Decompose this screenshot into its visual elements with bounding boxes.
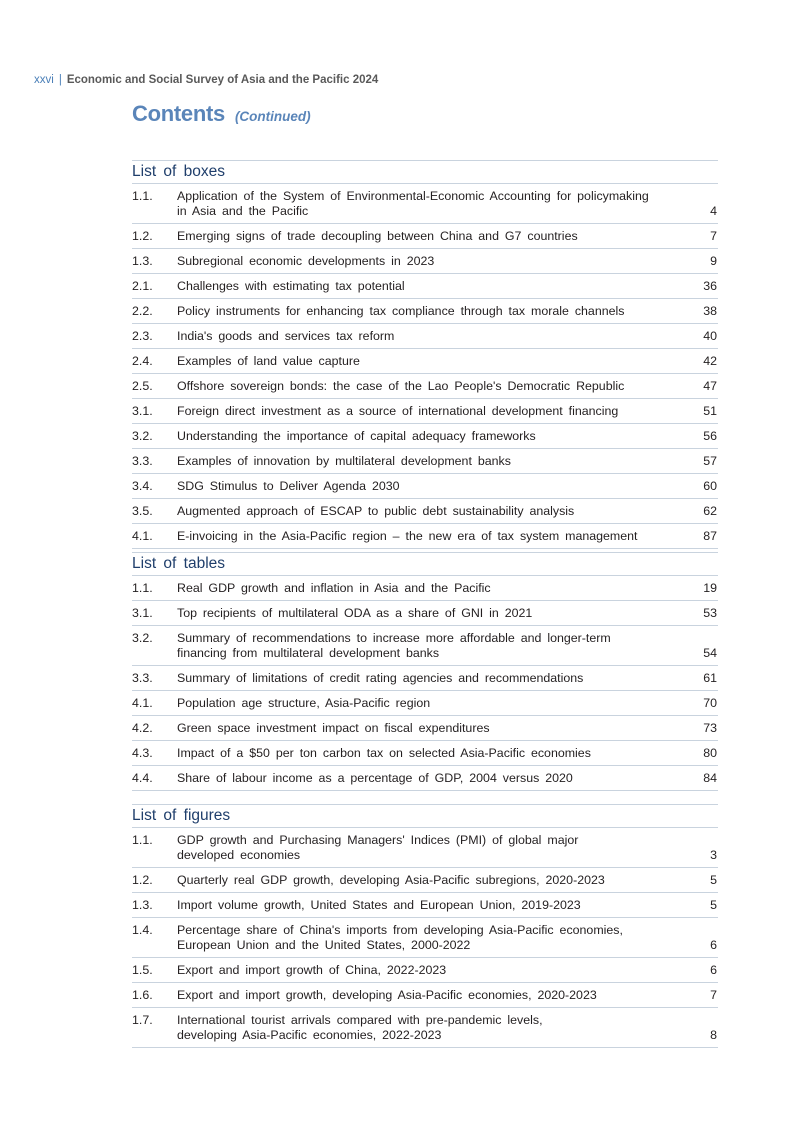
entry-title	[177, 304, 678, 319]
entry-page-number: 42	[703, 354, 717, 368]
toc-entry[interactable]	[132, 424, 718, 449]
entry-title	[177, 379, 678, 394]
entry-title	[177, 254, 678, 269]
entry-title	[177, 454, 678, 469]
entry-page-number: 7	[710, 988, 717, 1002]
entry-title-line: Green space investment impact on fiscal expenditures	[177, 721, 490, 735]
entry-title	[177, 771, 678, 786]
entry-number: 2.3.	[132, 329, 153, 343]
toc-entry[interactable]	[132, 666, 718, 691]
toc-entry[interactable]	[132, 249, 718, 274]
entry-title	[177, 1013, 678, 1043]
toc-entry[interactable]	[132, 349, 718, 374]
page-number: xxvi	[34, 74, 54, 86]
entry-number: 1.6.	[132, 988, 153, 1002]
entry-number: 4.3.	[132, 746, 153, 760]
entry-number: 1.5.	[132, 963, 153, 977]
entry-number: 2.1.	[132, 279, 153, 293]
entry-title-line: Examples of land value capture	[177, 354, 360, 368]
entry-title	[177, 721, 678, 736]
entry-title-line: Top recipients of multilateral ODA as a share of GNI in 2021	[177, 606, 533, 620]
entry-number: 3.4.	[132, 479, 153, 493]
entry-page-number: 87	[703, 529, 717, 543]
toc-entry[interactable]	[132, 499, 718, 524]
entry-page-number: 73	[703, 721, 717, 735]
entry-title-line: Real GDP growth and inflation in Asia and the Pacific	[177, 581, 491, 595]
entry-number: 3.3.	[132, 671, 153, 685]
entry-title	[177, 479, 678, 494]
list-of-figures	[132, 804, 718, 1048]
list-of-tables	[132, 552, 718, 791]
entry-title-line: International tourist arrivals compared with pre-pandemic levels,	[177, 1013, 543, 1027]
entry-title-line: Quarterly real GDP growth, developing Asia-Pacific subregions, 2020-2023	[177, 873, 605, 887]
section-heading: List of figures	[132, 804, 718, 828]
entry-title	[177, 873, 678, 888]
entry-title	[177, 529, 678, 544]
entry-title	[177, 404, 678, 419]
section-heading: List of boxes	[132, 160, 718, 184]
entry-title	[177, 504, 678, 519]
entry-page-number: 7	[710, 229, 717, 243]
entry-page-number: 53	[703, 606, 717, 620]
entry-page-number: 6	[710, 963, 717, 977]
toc-entry[interactable]	[132, 893, 718, 918]
entry-title-line: Subregional economic developments in 2023	[177, 254, 435, 268]
entry-page-number: 40	[703, 329, 717, 343]
entry-title	[177, 329, 678, 344]
toc-entry[interactable]	[132, 184, 718, 224]
entry-number: 4.2.	[132, 721, 153, 735]
toc-entry[interactable]	[132, 626, 718, 666]
toc-entry[interactable]	[132, 449, 718, 474]
entry-number: 3.2.	[132, 631, 153, 645]
entry-number: 3.1.	[132, 404, 153, 418]
entry-title-line: Understanding the importance of capital adequacy frameworks	[177, 429, 536, 443]
entry-number: 1.1.	[132, 189, 153, 203]
page-title	[132, 101, 311, 127]
entry-title-line: India's goods and services tax reform	[177, 329, 395, 343]
toc-entry[interactable]	[132, 474, 718, 499]
entry-number: 4.4.	[132, 771, 153, 785]
toc-entry[interactable]	[132, 918, 718, 958]
entry-title-line: Emerging signs of trade decoupling between China and G7 countries	[177, 229, 578, 243]
entry-number: 1.3.	[132, 898, 153, 912]
entry-title-line: Application of the System of Environmental-Economic Accounting for policymaking	[177, 189, 649, 203]
entry-number: 4.1.	[132, 696, 153, 710]
toc-entry[interactable]	[132, 741, 718, 766]
entry-title	[177, 581, 678, 596]
entry-title-line: European Union and the United States, 2000-2022	[177, 938, 471, 952]
entry-title-line: Examples of innovation by multilateral development banks	[177, 454, 511, 468]
entry-number: 1.2.	[132, 873, 153, 887]
toc-entry[interactable]	[132, 958, 718, 983]
entry-title	[177, 898, 678, 913]
entry-title	[177, 923, 678, 953]
entry-page-number: 54	[703, 646, 717, 660]
entry-title-line: Policy instruments for enhancing tax compliance through tax morale channels	[177, 304, 625, 318]
entry-page-number: 61	[703, 671, 717, 685]
entry-page-number: 62	[703, 504, 717, 518]
continued-label: (Continued)	[234, 109, 311, 124]
entry-title-line: Challenges with estimating tax potential	[177, 279, 405, 293]
entry-title-line: Population age structure, Asia-Pacific region	[177, 696, 431, 710]
entry-title-line: Import volume growth, United States and European Union, 2019-2023	[177, 898, 581, 912]
entry-page-number: 3	[710, 848, 717, 862]
entry-number: 2.2.	[132, 304, 153, 318]
entry-page-number: 6	[710, 938, 717, 952]
toc-entry[interactable]	[132, 324, 718, 349]
entry-number: 1.4.	[132, 923, 153, 937]
entry-number: 3.1.	[132, 606, 153, 620]
entry-title	[177, 279, 678, 294]
entry-title-line: GDP growth and Purchasing Managers' Indices (PMI) of global major	[177, 833, 579, 847]
entry-title	[177, 833, 678, 863]
entry-title-line: developed economies	[177, 848, 301, 862]
entry-number: 1.1.	[132, 581, 153, 595]
entry-title	[177, 671, 678, 686]
toc-entry[interactable]	[132, 868, 718, 893]
entry-title	[177, 606, 678, 621]
entry-page-number: 5	[710, 898, 717, 912]
entry-page-number: 56	[703, 429, 717, 443]
entry-page-number: 19	[703, 581, 717, 595]
toc-entry[interactable]	[132, 1008, 718, 1048]
entry-title	[177, 988, 678, 1003]
toc-entry[interactable]	[132, 274, 718, 299]
entry-number: 3.3.	[132, 454, 153, 468]
running-head	[34, 73, 378, 87]
toc-entry[interactable]	[132, 224, 718, 249]
toc-entry[interactable]	[132, 374, 718, 399]
entry-title-line: developing Asia-Pacific economies, 2022-2023	[177, 1028, 442, 1042]
entry-page-number: 70	[703, 696, 717, 710]
entry-title	[177, 354, 678, 369]
entry-number: 1.3.	[132, 254, 153, 268]
entry-title	[177, 963, 678, 978]
entry-title-line: Export and import growth of China, 2022-2023	[177, 963, 447, 977]
entry-page-number: 80	[703, 746, 717, 760]
section-heading: List of tables	[132, 552, 718, 576]
entry-number: 1.2.	[132, 229, 153, 243]
toc-entry[interactable]	[132, 716, 718, 741]
entry-title	[177, 229, 678, 244]
entry-title	[177, 696, 678, 711]
toc-entry[interactable]	[132, 601, 718, 626]
entry-title-line: SDG Stimulus to Deliver Agenda 2030	[177, 479, 400, 493]
toc-entry[interactable]	[132, 828, 718, 868]
entry-title	[177, 631, 678, 661]
toc-entry[interactable]	[132, 299, 718, 324]
entry-title-line: Summary of recommendations to increase more affordable and longer-term	[177, 631, 611, 645]
entry-page-number: 4	[710, 204, 717, 218]
entry-number: 1.7.	[132, 1013, 153, 1027]
entry-page-number: 36	[703, 279, 717, 293]
entry-title-line: Export and import growth, developing Asia-Pacific economies, 2020-2023	[177, 988, 597, 1002]
entry-number: 4.1.	[132, 529, 153, 543]
entry-title-line: Percentage share of China's imports from developing Asia-Pacific economies,	[177, 923, 623, 937]
list-of-boxes	[132, 160, 718, 549]
entry-title-line: Offshore sovereign bonds: the case of the Lao People's Democratic Republic	[177, 379, 625, 393]
entry-page-number: 9	[710, 254, 717, 268]
entry-page-number: 8	[710, 1028, 717, 1042]
toc-entry[interactable]	[132, 983, 718, 1008]
entry-title-line: in Asia and the Pacific	[177, 204, 309, 218]
entry-title	[177, 189, 678, 219]
entry-page-number: 51	[703, 404, 717, 418]
entry-title-line: E-invoicing in the Asia-Pacific region – the new era of tax system management	[177, 529, 638, 543]
entry-title	[177, 429, 678, 444]
entry-number: 3.5.	[132, 504, 153, 518]
toc-entry[interactable]	[132, 766, 718, 791]
entry-page-number: 38	[703, 304, 717, 318]
publication-title: Economic and Social Survey of Asia and the Pacific 2024	[66, 74, 379, 86]
entry-title-line: Augmented approach of ESCAP to public debt sustainability analysis	[177, 504, 575, 518]
toc-entry[interactable]	[132, 576, 718, 601]
entry-title	[177, 746, 678, 761]
toc-entry[interactable]	[132, 399, 718, 424]
entry-page-number: 47	[703, 379, 717, 393]
entry-number: 2.5.	[132, 379, 153, 393]
entry-number: 2.4.	[132, 354, 153, 368]
toc-entry[interactable]	[132, 691, 718, 716]
toc-entry[interactable]	[132, 524, 718, 549]
entry-title-line: financing from multilateral development banks	[177, 646, 440, 660]
entry-page-number: 84	[703, 771, 717, 785]
entry-page-number: 60	[703, 479, 717, 493]
entry-title-line: Summary of limitations of credit rating agencies and recommendations	[177, 671, 584, 685]
entry-page-number: 5	[710, 873, 717, 887]
entry-title-line: Share of labour income as a percentage of GDP, 2004 versus 2020	[177, 771, 573, 785]
entry-title-line: Impact of a $50 per ton carbon tax on selected Asia-Pacific economies	[177, 746, 591, 760]
entry-number: 1.1.	[132, 833, 153, 847]
contents-heading: Contents	[132, 101, 225, 126]
header-separator: |	[58, 74, 62, 86]
entry-page-number: 57	[703, 454, 717, 468]
entry-number: 3.2.	[132, 429, 153, 443]
entry-title-line: Foreign direct investment as a source of international development financing	[177, 404, 619, 418]
